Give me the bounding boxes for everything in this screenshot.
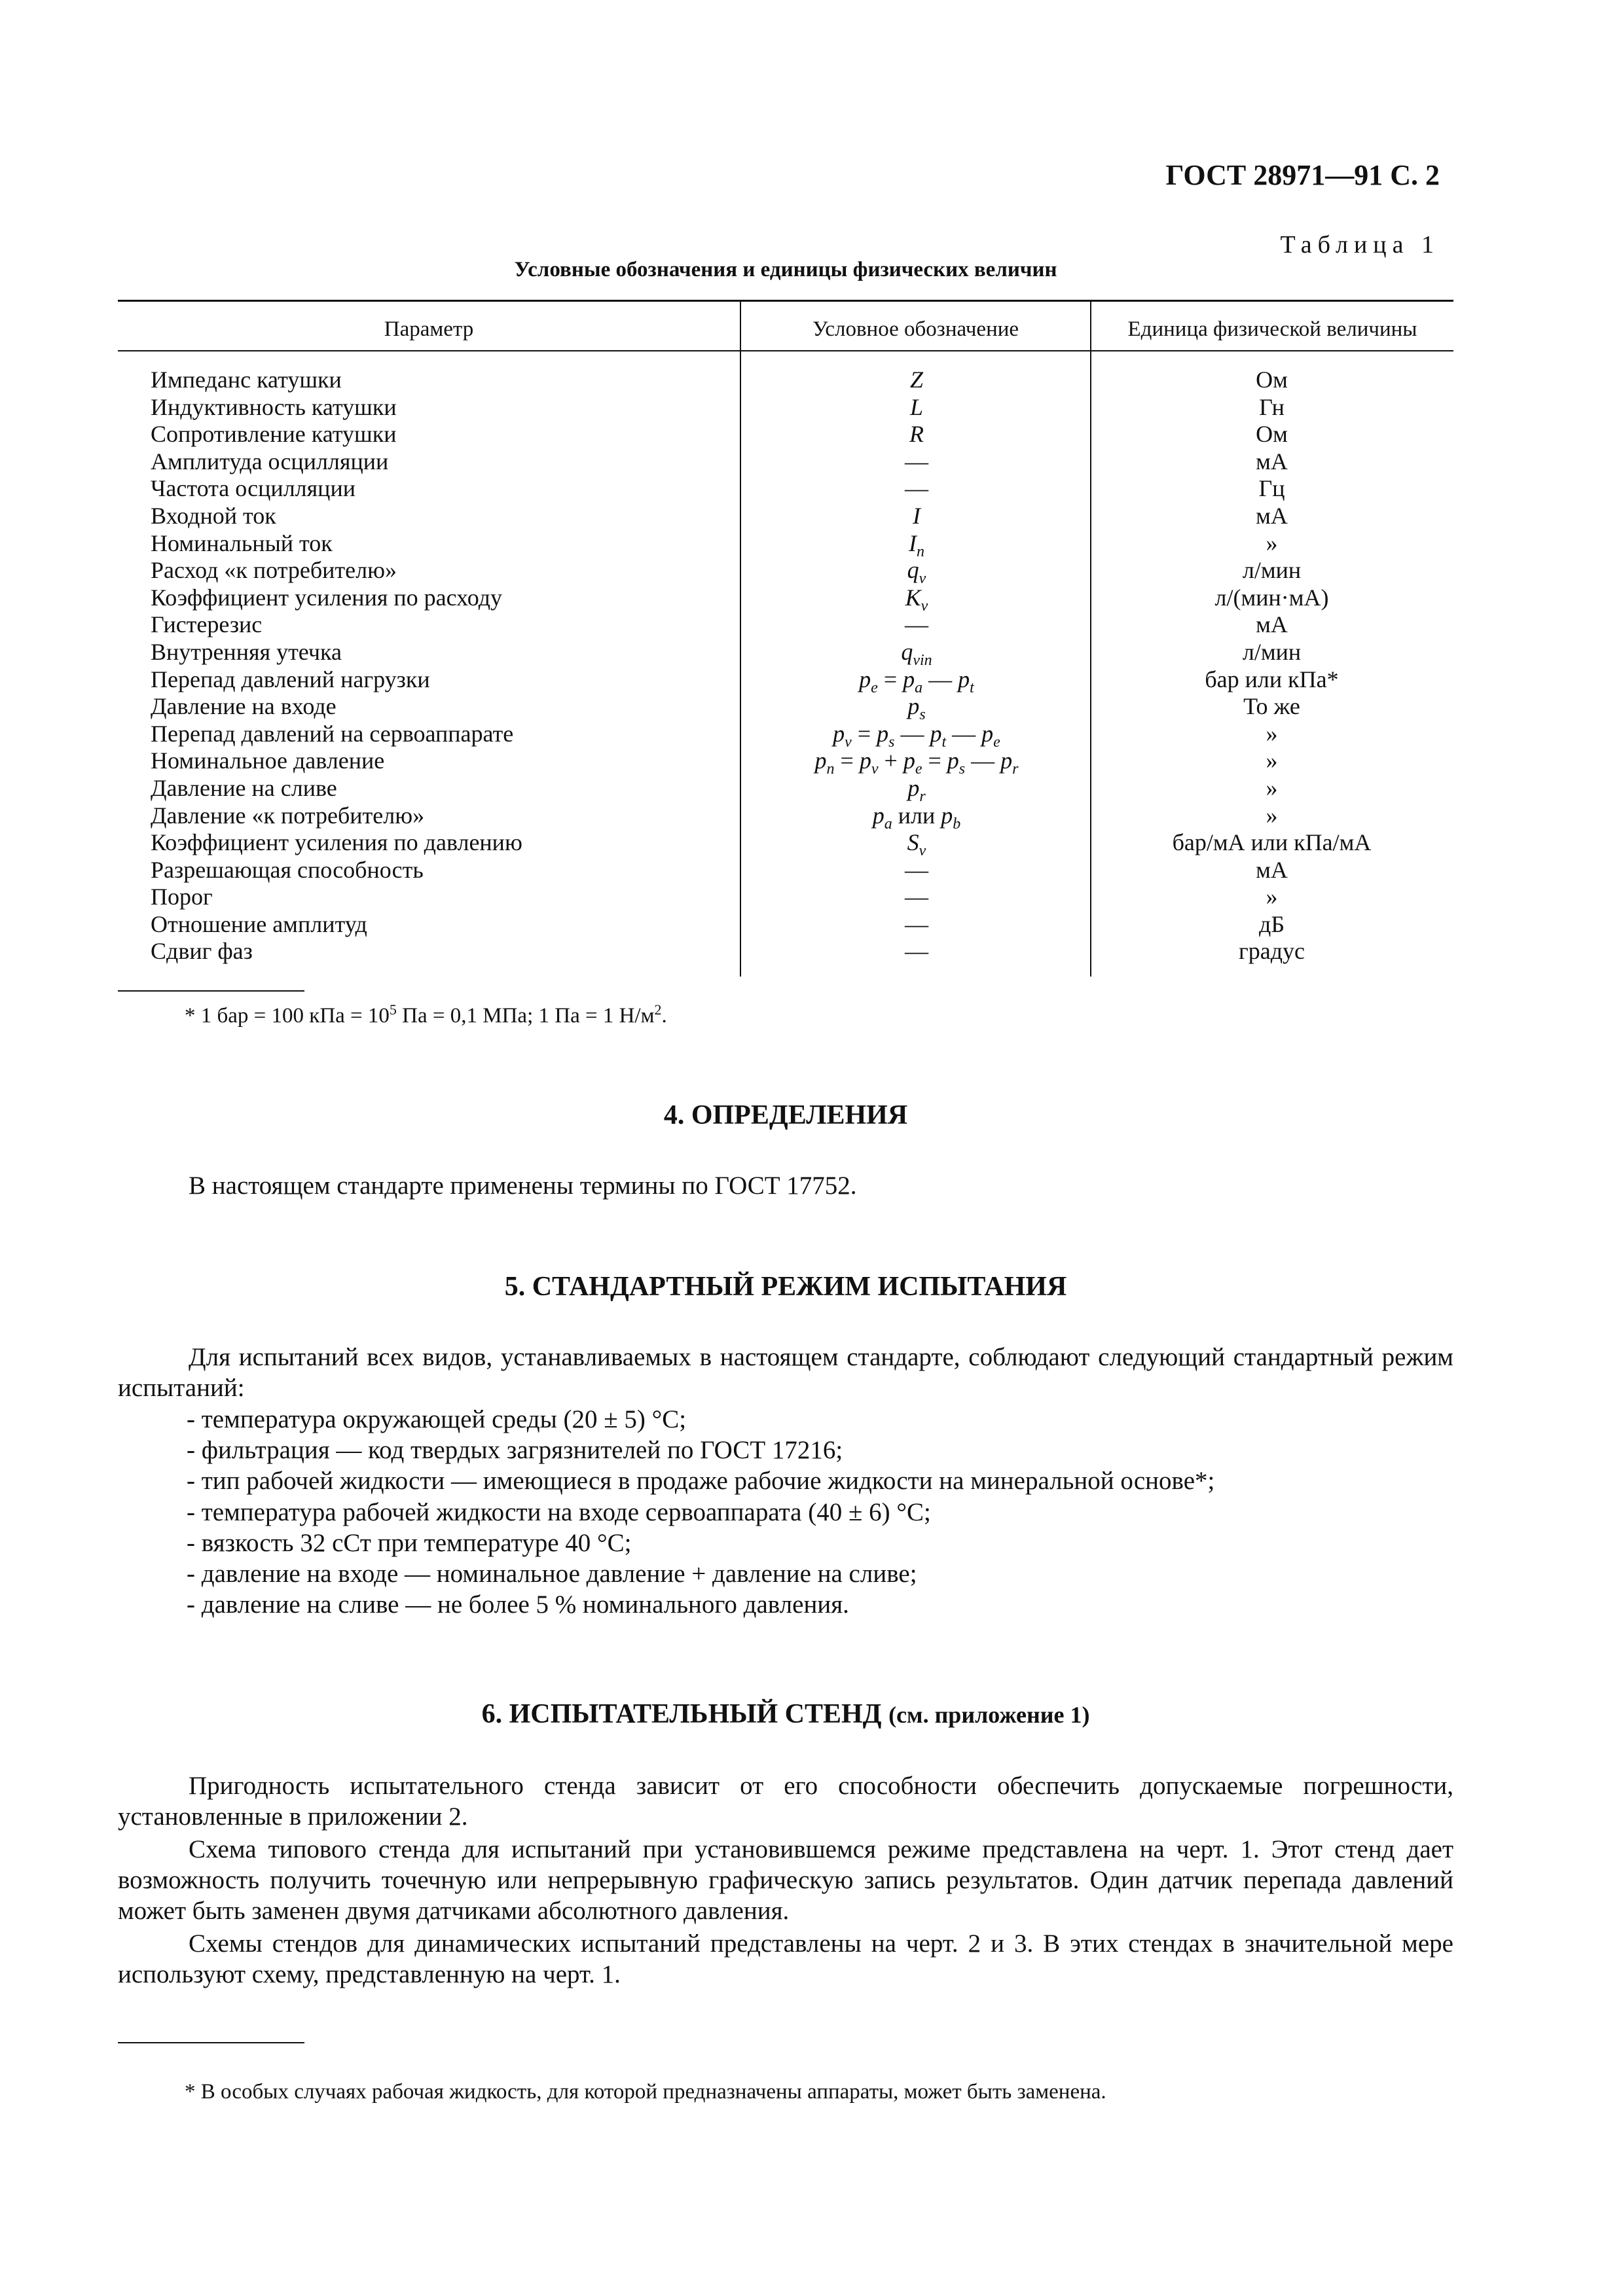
table-label: Таблица 1 xyxy=(1280,231,1440,259)
unit-cell: бар/мА или кПа/мА xyxy=(1172,829,1372,856)
table-row: Номинальный ток xyxy=(151,529,333,556)
unit-cell: мА xyxy=(1256,611,1288,638)
parameter-column xyxy=(151,367,522,965)
symbol-cell: $q_{vin}$ xyxy=(901,638,932,670)
unit-cell: » xyxy=(1266,774,1278,801)
symbol-cell: $K_v$ xyxy=(905,584,928,615)
unit-cell: л/мин xyxy=(1242,638,1302,665)
table-row: Частота осцилляции xyxy=(151,475,356,502)
table-row: Разрешающая способность xyxy=(151,856,424,883)
table-row: Перепад давлений нагрузки xyxy=(151,666,430,692)
symbol-cell: — xyxy=(905,448,928,475)
unit-cell: дБ xyxy=(1259,910,1285,937)
column-header-unit: Единица физической величины xyxy=(1127,317,1417,341)
unit-cell: Гн xyxy=(1259,393,1285,420)
symbol-column xyxy=(746,367,1087,965)
symbol-cell: $p_v = p_s$ — $p_t$ — $p_e$ xyxy=(833,720,1000,751)
symbol-cell: $p_e = p_a$ — $p_t$ xyxy=(859,666,974,696)
unit-cell: То же xyxy=(1243,693,1300,720)
table-row: Сдвиг фаз xyxy=(151,938,253,965)
list-item: - вязкость 32 сСт при температуре 40 °С; xyxy=(187,1528,1214,1558)
symbol-cell: $p_s$ xyxy=(907,693,926,724)
symbol-cell: L xyxy=(909,393,924,420)
table-row: Давление «к потребителю» xyxy=(151,802,425,829)
table-row: Давление на входе xyxy=(151,693,337,720)
unit-cell: бар или кПа* xyxy=(1205,666,1339,692)
list-item: - давление на входе — номинальное давление + давление на сливе; xyxy=(187,1558,1214,1589)
symbol-cell: — xyxy=(905,611,928,638)
unit-cell: » xyxy=(1266,884,1278,910)
section-4-heading: 4. ОПРЕДЕЛЕНИЯ xyxy=(663,1100,908,1130)
section-6-paragraph-3: Схемы стендов для динамических испытаний представлены на черт. 2 и 3. В этих стендах в значительной мере используют схему, представленную на черт. 1. xyxy=(118,1929,1453,1988)
table-row: Входной ток xyxy=(151,502,276,529)
unit-cell: мА xyxy=(1256,448,1288,475)
unit-cell: мА xyxy=(1256,502,1288,529)
symbol-cell: $p_r$ xyxy=(907,774,926,806)
table-row: Коэффициент усиления по расходу xyxy=(151,584,503,611)
symbol-cell: — xyxy=(905,910,928,937)
page-header: ГОСТ 28971—91 С. 2 xyxy=(1165,159,1440,191)
symbol-cell: — xyxy=(905,856,928,883)
table-row: Внутренняя утечка xyxy=(151,638,342,665)
table-row: Перепад давлений на сервоаппарате xyxy=(151,720,514,747)
symbol-cell: $I_n$ xyxy=(909,529,924,560)
symbol-cell: — xyxy=(905,475,928,502)
symbol-cell: $p_a$ или $p_b$ xyxy=(872,802,961,833)
unit-cell: » xyxy=(1266,747,1278,774)
column-header-parameter: Параметр xyxy=(384,317,474,341)
unit-cell: » xyxy=(1266,802,1278,829)
unit-cell: л/мин xyxy=(1242,557,1302,584)
table-row: Порог xyxy=(151,884,213,910)
table-row: Коэффициент усиления по давлению xyxy=(151,829,522,856)
table-top-rule xyxy=(118,300,1453,302)
section-6-paragraph-2: Схема типового стенда для испытаний при установившемся режиме представлена на черт. 1. Этот стенд дает возможность получить точечную или непрерывную графическую запись результатов. Один датчик перепада давлений может быть заменен двумя датчиками абсолютного давления. xyxy=(118,1835,1453,1925)
table-col-divider-1 xyxy=(740,301,741,977)
unit-cell: Гц xyxy=(1258,475,1285,502)
table-row: Расход «к потребителю» xyxy=(151,557,397,584)
unit-cell: Ом xyxy=(1256,421,1288,448)
unit-column xyxy=(1090,367,1453,965)
footnote-rule-2 xyxy=(118,2042,304,2043)
list-item: - температура окружающей среды (20 ± 5) °С; xyxy=(187,1404,1214,1435)
table-row: Амплитуда осцилляции xyxy=(151,448,389,475)
list-item: - давление на сливе — не более 5 % номинального давления. xyxy=(187,1589,1214,1620)
table-row: Номинальное давление xyxy=(151,747,385,774)
table-row: Индуктивность катушки xyxy=(151,393,397,420)
page-footnote: * В особых случаях рабочая жидкость, для которой предназначены аппараты, может быть заменена. xyxy=(185,2080,1106,2104)
unit-cell: Ом xyxy=(1256,367,1288,393)
table-row: Давление на сливе xyxy=(151,774,337,801)
symbol-cell: I xyxy=(913,502,921,529)
column-header-symbol: Условное обозначение xyxy=(812,317,1019,341)
symbol-cell: $p_n = p_v + p_e = p_s$ — $p_r$ xyxy=(814,747,1019,778)
symbol-cell: $q_v$ xyxy=(907,557,926,588)
section-5-heading: 5. СТАНДАРТНЫЙ РЕЖИМ ИСПЫТАНИЯ xyxy=(504,1272,1067,1302)
list-item: - фильтрация — код твердых загрязнителей по ГОСТ 17216; xyxy=(187,1435,1214,1465)
table-footnote: * 1 бар = 100 кПа = $10^5$ Па = 0,1 МПа; 1 Па = 1 $Н/м^2$. xyxy=(185,1001,667,1028)
symbol-cell: — xyxy=(905,884,928,910)
table-header-rule xyxy=(118,350,1453,351)
unit-cell: градус xyxy=(1238,938,1305,965)
unit-cell: мА xyxy=(1256,856,1288,883)
test-conditions-list xyxy=(187,1404,1214,1620)
table-row: Отношение амплитуд xyxy=(151,910,367,937)
section-6-paragraph-1: Пригодность испытательного стенда зависит от его способности обеспечить допускаемые погрешности, установленные в приложении 2. xyxy=(118,1772,1453,1831)
section-4-text: В настоящем стандарте применены термины по ГОСТ 17752. xyxy=(189,1172,857,1200)
section-6-heading: 6. ИСПЫТАТЕЛЬНЫЙ СТЕНД (см. приложение 1) xyxy=(481,1699,1090,1729)
table-row: Гистерезис xyxy=(151,611,263,638)
unit-cell: л/(мин·мА) xyxy=(1214,584,1329,611)
table-row: Сопротивление катушки xyxy=(151,421,397,448)
list-item: - тип рабочей жидкости — имеющиеся в продаже рабочие жидкости на минеральной основе*; xyxy=(187,1465,1214,1496)
unit-cell: » xyxy=(1266,529,1278,556)
symbol-cell: — xyxy=(905,938,928,965)
list-item: - температура рабочей жидкости на входе сервоаппарата (40 ± 6) °С; xyxy=(187,1497,1214,1528)
symbol-cell: Z xyxy=(909,367,924,393)
unit-cell: » xyxy=(1266,720,1278,747)
symbol-cell: R xyxy=(909,421,924,448)
table-row: Импеданс катушки xyxy=(151,367,342,393)
section-5-intro: Для испытаний всех видов, устанавливаемых в настоящем стандарте, соблюдают следующий стандартный режим испытаний: xyxy=(118,1343,1453,1402)
footnote-rule xyxy=(118,990,304,992)
symbol-cell: $S_v$ xyxy=(907,829,926,860)
table-title: Условные обозначения и единицы физических величин xyxy=(514,258,1057,281)
